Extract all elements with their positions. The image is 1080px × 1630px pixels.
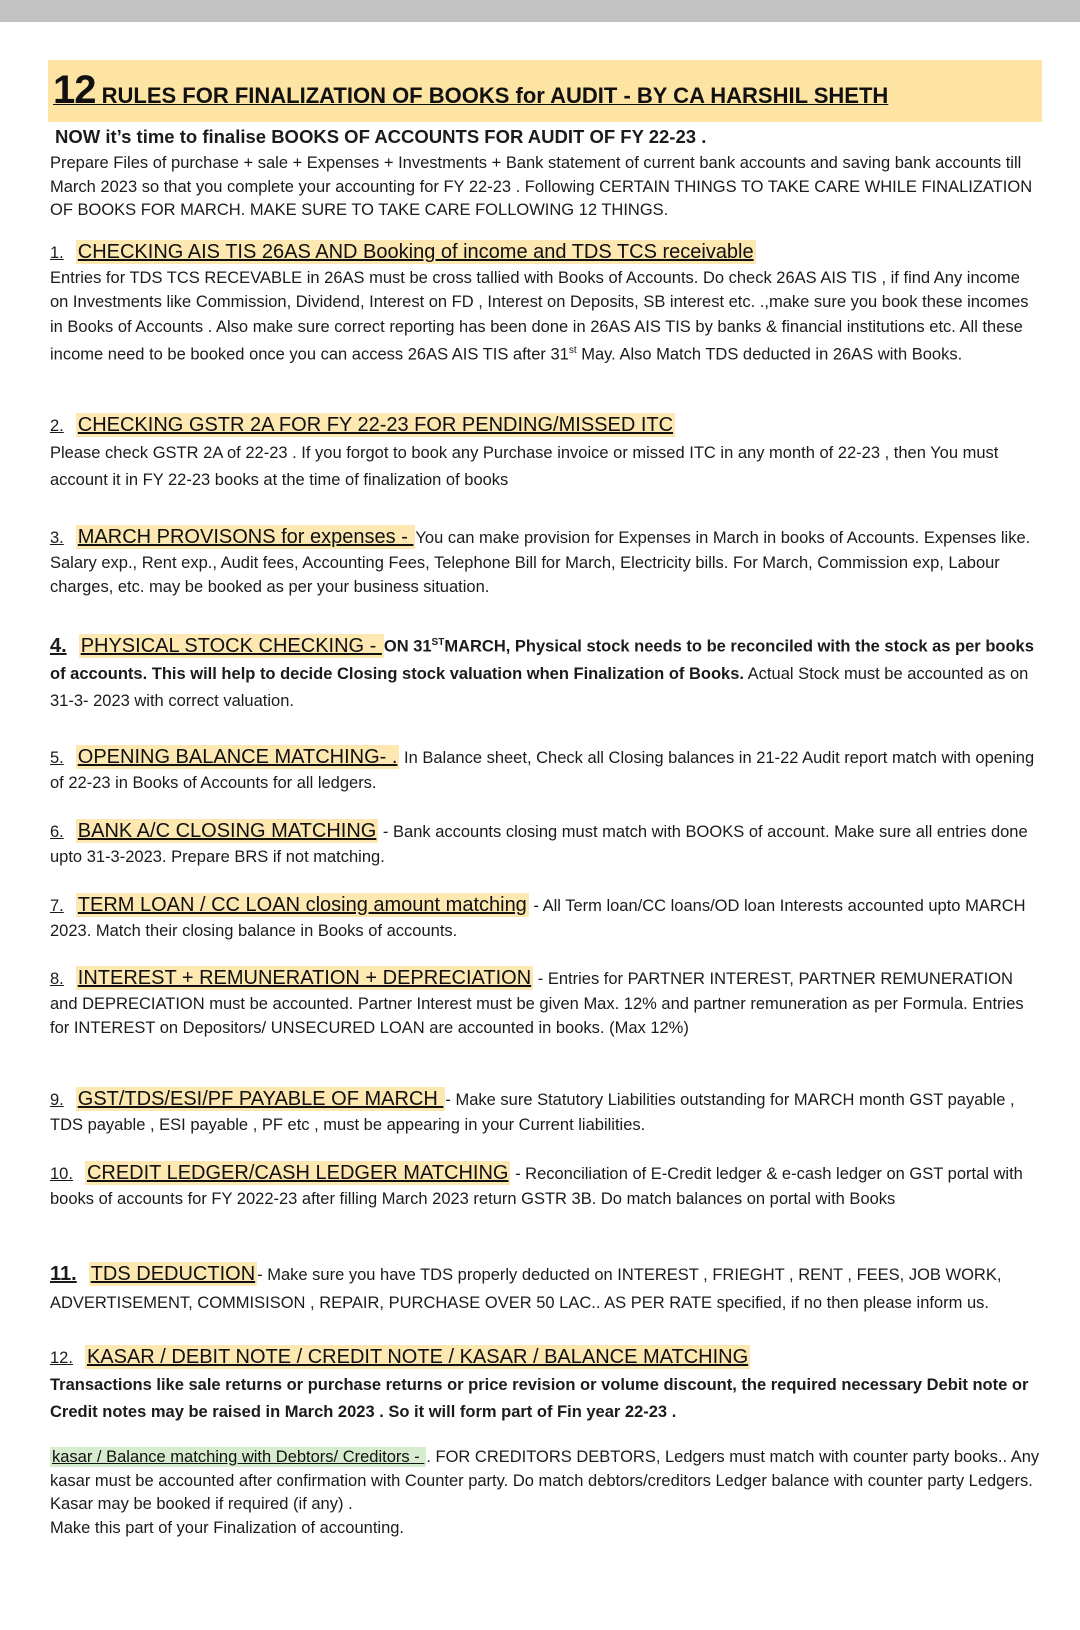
kasar-body: . FOR CREDITORS DEBTORS, Ledgers must match with counter party books.. Any kasar must be accounted after confirmation with Counter party. Do match debtors/creditors Ledger balance with counter party Ledgers. Kasar may be booked if required (if any) . — [50, 1448, 1040, 1513]
rule-heading: KASAR / DEBIT NOTE / CREDIT NOTE / KASAR / BALANCE MATCHING — [86, 1346, 749, 1368]
rule-number: 12. — [50, 1349, 73, 1367]
rule-heading: INTEREST + REMUNERATION + DEPRECIATION — [77, 967, 532, 989]
rule-item-2 — [50, 412, 1040, 494]
rule-body: - All Term loan/CC loans/OD loan Interests accounted upto MARCH 2023. Match their closing balance in Books of accounts. — [50, 897, 1026, 940]
rule-number: 5. — [50, 749, 64, 767]
rule-heading: BANK A/C CLOSING MATCHING — [77, 820, 377, 842]
rule-number: 9. — [50, 1091, 64, 1109]
rule-body: Actual Stock must be accounted as on 31-3- 2023 with correct valuation. — [50, 664, 1029, 710]
rule-body-end: May. Also Match TDS deducted in 26AS with Books. — [576, 345, 963, 364]
rule-item-1 — [50, 240, 1040, 367]
rule-body: - Make sure you have TDS properly deducted on INTEREST , FRIEGHT , RENT , FEES, JOB WORK, ADVERTISEMENT, COMMISISON , REPAIR, PURCHASE OVER 50 LAC.. AS PER RATE specified, if no then please inform us. — [50, 1266, 1002, 1312]
subtitle: NOW it’s time to finalise BOOKS OF ACCOUNTS FOR AUDIT OF FY 22-23 . — [55, 126, 707, 147]
rule-body: Please check GSTR 2A of 22-23 . If you forgot to book any Purchase invoice or missed ITC in any month of 22-23 , then You must account it in FY 22-23 books at the time of finalization of books — [50, 444, 999, 489]
rule-body: In Balance sheet, Check all Closing balances in 21-22 Audit report match with opening of 22-23 in Books of Accounts for all ledgers. — [50, 749, 1035, 792]
rule-heading: MARCH PROVISONS for expenses - — [77, 526, 414, 548]
rule-heading: CHECKING AIS TIS 26AS AND Booking of income and TDS TCS receivable — [77, 241, 754, 263]
rule-body: - Make sure Statutory Liabilities outstanding for MARCH month GST payable , TDS payable , ESI payable , PF etc , must be appearing in your Current liabilities. — [50, 1091, 1015, 1134]
rule-heading: TERM LOAN / CC LOAN closing amount matching — [77, 894, 527, 916]
title-banner — [48, 60, 1042, 122]
rule-heading: GST/TDS/ESI/PF PAYABLE OF MARCH — [77, 1088, 444, 1110]
title-number: 12 — [53, 68, 96, 112]
rule-number: 1. — [50, 244, 64, 262]
rule-number: 3. — [50, 529, 64, 547]
rule-number: 4. — [50, 634, 67, 657]
rule-item-3 — [50, 525, 1040, 600]
rule-item-10 — [50, 1161, 1040, 1211]
rule-item-8 — [50, 966, 1040, 1041]
rule-body-sup: ST — [431, 637, 445, 648]
rule-item-9 — [50, 1087, 1040, 1137]
rule-number: 8. — [50, 970, 64, 988]
rule-item-5 — [50, 745, 1040, 795]
rule-item-4 — [50, 629, 1040, 715]
rule-body-sup: st — [568, 345, 577, 356]
rule-item-7 — [50, 893, 1040, 943]
rule-body-bold-2: MARCH, Physical stock needs to be reconciled with the stock as per books of accounts. This will help to decide Closing stock valuation when Finalization of Books. — [50, 637, 1034, 683]
rule-number: 11. — [50, 1263, 77, 1285]
rule-heading: TDS DEDUCTION — [90, 1263, 256, 1285]
rule-body: - Bank accounts closing must match with BOOKS of account. Make sure all entries done upto 31-3-2023. Prepare BRS if not matching. — [50, 823, 1028, 866]
rule-heading: CHECKING GSTR 2A FOR FY 22-23 FOR PENDING/MISSED ITC — [77, 414, 674, 436]
rule-heading: PHYSICAL STOCK CHECKING - — [80, 634, 382, 657]
intro-paragraph: Prepare Files of purchase + sale + Expenses + Investments + Bank statement of current bank accounts and saving bank accounts till March 2023 so that you complete your accounting for FY 22-23 . Following CERTAIN THINGS TO TAKE CARE WHILE FINALIZATION OF BOOKS FOR MARCH. MAKE SURE TO TAKE CARE FOLLOWING 12 THINGS. — [50, 154, 1033, 219]
rule-heading: OPENING BALANCE MATCHING- . — [77, 746, 398, 768]
page-title — [53, 68, 888, 113]
rule-body: You can make provision for Expenses in March in books of Accounts. Expenses like. Salary exp., Rent exp., Audit fees, Accounting Fees, Telephone Bill for March, Electricity bills. For March, Commission exp, Labour charges, etc. may be booked as per your business situation. — [50, 529, 1031, 596]
rule-heading: CREDIT LEDGER/CASH LEDGER MATCHING — [86, 1162, 509, 1184]
rule-number: 2. — [50, 417, 64, 435]
rule-number: 10. — [50, 1165, 73, 1183]
top-bar — [0, 0, 1080, 22]
rule-number: 6. — [50, 823, 64, 841]
kasar-last-line: Make this part of your Finalization of accounting. — [50, 1518, 405, 1537]
kasar-section — [50, 1446, 1040, 1540]
rule-body: Entries for TDS TCS RECEVABLE in 26AS must be cross tallied with Books of Accounts. Do check 26AS AIS TIS , if find Any income on Investments like Commission, Dividend, Interest on FD , Interest on Deposits, SB interest etc. .,make sure you book these incomes in Books of Accounts . Also make sure correct reporting has been done in 26AS AIS TIS by banks & financial institutions etc. All these income need to be booked once you can access 26AS AIS TIS after 31 — [50, 268, 1029, 364]
rule-item-11 — [50, 1260, 1040, 1317]
title-text: RULES FOR FINALIZATION OF BOOKS for AUDIT - BY CA HARSHIL SHETH — [95, 83, 889, 108]
rule-body-bold: ON 31 — [383, 637, 432, 656]
rule-item-12 — [50, 1344, 1040, 1426]
rule-body: - Reconciliation of E-Credit ledger & e-cash ledger on GST portal with books of accounts for FY 2022-23 after filling March 2023 return GSTR 3B. Do match balances on portal with Books — [50, 1165, 1023, 1208]
rule-body: Transactions like sale returns or purchase returns or price revision or volume discount, the required necessary Debit note or Credit notes may be raised in March 2023 . So it will form part of Fin year 22-23 . — [50, 1376, 1029, 1421]
kasar-heading: kasar / Balance matching with Debtors/ Creditors - — [52, 1448, 425, 1466]
rule-item-6 — [50, 819, 1040, 869]
rule-number: 7. — [50, 897, 64, 915]
rule-body: - Entries for PARTNER INTEREST, PARTNER REMUNERATION and DEPRECIATION must be accounted. Partner Interest must be given Max. 12% and partner remuneration as per Formula. Entries for INTEREST on Depositors/ UNSECURED LOAN are accounted in books. (Max 12%) — [50, 970, 1024, 1037]
